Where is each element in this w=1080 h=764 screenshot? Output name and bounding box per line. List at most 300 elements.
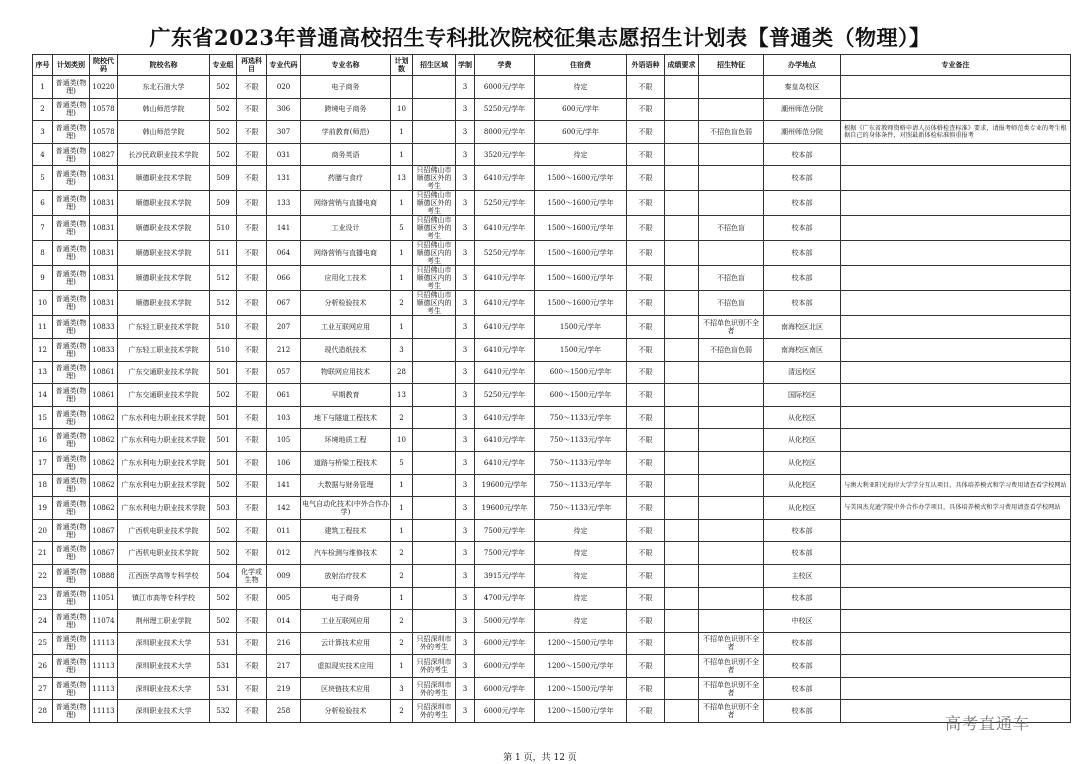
table-cell: 1 (391, 474, 413, 497)
table-cell (841, 338, 1071, 361)
table-cell (699, 241, 764, 266)
table-cell: 普通类(物理) (53, 564, 90, 587)
table-cell: 1 (391, 191, 413, 216)
table-row (33, 338, 1071, 361)
table-cell: 18 (33, 474, 53, 497)
table-cell: 3 (456, 700, 475, 723)
table-cell (699, 564, 764, 587)
table-cell: 只招佛山市顺德区内的考生 (413, 266, 456, 291)
table-row (33, 700, 1071, 723)
table-row (33, 632, 1071, 655)
table-body (33, 76, 1071, 723)
table-cell: 普通类(物理) (53, 655, 90, 678)
table-cell: 600元/学年 (535, 98, 627, 121)
table-cell: 10831 (90, 216, 118, 241)
table-cell: 1500～1600元/学年 (535, 266, 627, 291)
table-cell: 3 (456, 474, 475, 497)
table-cell: 与澳大利亚阳光海岸大学学分互认项目，具体培养模式和学习费用请查看学校网站 (841, 474, 1071, 497)
table-cell: 10220 (90, 76, 118, 99)
table-cell: 不招色盲色弱 (699, 121, 764, 144)
table-cell (699, 497, 764, 520)
table-cell: 从化校区 (764, 474, 841, 497)
table-cell (841, 191, 1071, 216)
table-cell: 普通类(物理) (53, 587, 90, 610)
table-cell: 地下与隧道工程技术 (301, 406, 391, 429)
table-row (33, 76, 1071, 99)
table-cell: 待定 (535, 610, 627, 633)
table-cell: 1 (391, 266, 413, 291)
table-cell: 不限 (237, 98, 267, 121)
table-cell: 10578 (90, 121, 118, 144)
table-cell: 009 (267, 564, 301, 587)
table-cell: 不限 (237, 266, 267, 291)
table-cell: 10888 (90, 564, 118, 587)
table-cell (665, 474, 699, 497)
table-cell (665, 497, 699, 520)
table-cell (841, 610, 1071, 633)
table-cell (841, 542, 1071, 565)
table-cell: 校本部 (764, 291, 841, 316)
table-cell: 6000元/学年 (475, 655, 535, 678)
table-cell: 531 (210, 677, 237, 700)
table-cell: 不限 (627, 216, 665, 241)
table-cell (665, 121, 699, 144)
table-cell: 电气自动化技术(中外合作办学) (301, 497, 391, 520)
table-cell (699, 361, 764, 384)
table-cell: 1500～1600元/学年 (535, 216, 627, 241)
table-cell: 503 (210, 497, 237, 520)
table-cell: 只招佛山市顺德区外的考生 (413, 191, 456, 216)
column-header: 住宿费 (535, 55, 627, 76)
table-cell (665, 655, 699, 678)
table-cell: 不限 (237, 519, 267, 542)
table-cell (841, 632, 1071, 655)
table-cell: 502 (210, 143, 237, 166)
table-cell: 韩山师范学院 (118, 98, 210, 121)
table-cell: 与美国杰克逊学院中外合作办学项目，具体培养模式和学习费用请查看学校网站 (841, 497, 1071, 520)
table-row (33, 542, 1071, 565)
table-cell: 19 (33, 497, 53, 520)
table-cell: 3520元/学年 (475, 143, 535, 166)
table-cell: 深圳职业技术大学 (118, 632, 210, 655)
table-cell (665, 384, 699, 407)
table-cell: 012 (267, 542, 301, 565)
table-cell: 3 (456, 429, 475, 452)
table-cell: 750～1133元/学年 (535, 429, 627, 452)
table-cell: 普通类(物理) (53, 316, 90, 339)
table-cell: 2 (391, 291, 413, 316)
table-cell: 不限 (627, 497, 665, 520)
table-cell: 2 (391, 610, 413, 633)
table-cell (841, 564, 1071, 587)
table-cell: 校本部 (764, 655, 841, 678)
table-cell: 韩山师范学院 (118, 121, 210, 144)
table-cell (841, 587, 1071, 610)
table-cell: 141 (267, 216, 301, 241)
table-cell: 普通类(物理) (53, 166, 90, 191)
table-cell (413, 406, 456, 429)
table-cell: 502 (210, 542, 237, 565)
table-cell: 不限 (627, 266, 665, 291)
table-cell: 待定 (535, 564, 627, 587)
table-cell: 区块链技术应用 (301, 677, 391, 700)
table-row (33, 166, 1071, 191)
table-cell: 电子商务 (301, 76, 391, 99)
table-cell: 不限 (237, 291, 267, 316)
table-cell: 6410元/学年 (475, 216, 535, 241)
table-cell: 4700元/学年 (475, 587, 535, 610)
table-cell (665, 338, 699, 361)
table-cell: 067 (267, 291, 301, 316)
table-cell: 3 (456, 587, 475, 610)
table-cell: 江西医学高等专科学校 (118, 564, 210, 587)
table-cell: 从化校区 (764, 406, 841, 429)
table-row (33, 451, 1071, 474)
table-cell: 057 (267, 361, 301, 384)
table-cell (699, 406, 764, 429)
table-cell: 不招单色识别不全者 (699, 700, 764, 723)
table-cell: 306 (267, 98, 301, 121)
table-cell: 只招深圳市外的考生 (413, 632, 456, 655)
table-cell: 26 (33, 655, 53, 678)
table-cell: 校本部 (764, 519, 841, 542)
table-cell: 3 (456, 384, 475, 407)
table-cell: 14 (33, 384, 53, 407)
table-cell: 10831 (90, 241, 118, 266)
table-cell: 6410元/学年 (475, 361, 535, 384)
table-cell: 510 (210, 338, 237, 361)
table-cell: 物联网应用技术 (301, 361, 391, 384)
table-cell: 133 (267, 191, 301, 216)
table-cell: 511 (210, 241, 237, 266)
table-cell: 不限 (627, 610, 665, 633)
table-cell: 不限 (237, 241, 267, 266)
table-cell: 6000元/学年 (475, 700, 535, 723)
table-cell: 531 (210, 632, 237, 655)
table-cell: 10833 (90, 338, 118, 361)
table-cell: 5250元/学年 (475, 98, 535, 121)
table-row (33, 291, 1071, 316)
table-cell: 28 (391, 361, 413, 384)
table-cell: 216 (267, 632, 301, 655)
table-cell (699, 384, 764, 407)
table-cell (665, 191, 699, 216)
table-cell: 005 (267, 587, 301, 610)
table-cell: 501 (210, 451, 237, 474)
table-cell: 6000元/学年 (475, 632, 535, 655)
table-cell: 3 (456, 542, 475, 565)
table-cell: 校本部 (764, 542, 841, 565)
column-header: 外语语种 (627, 55, 665, 76)
table-cell: 11113 (90, 632, 118, 655)
table-cell: 19600元/学年 (475, 497, 535, 520)
table-cell (413, 587, 456, 610)
table-cell (665, 216, 699, 241)
table-cell: 待定 (535, 587, 627, 610)
table-cell: 11 (33, 316, 53, 339)
table-cell: 普通类(物理) (53, 121, 90, 144)
table-cell (665, 241, 699, 266)
table-cell: 校本部 (764, 216, 841, 241)
table-cell (841, 166, 1071, 191)
table-cell: 普通类(物理) (53, 216, 90, 241)
table-cell: 3 (456, 564, 475, 587)
table-cell: 不限 (237, 474, 267, 497)
table-cell: 普通类(物理) (53, 98, 90, 121)
table-cell: 031 (267, 143, 301, 166)
table-cell: 不限 (237, 191, 267, 216)
table-cell: 28 (33, 700, 53, 723)
table-cell: 只招佛山市顺德区内的考生 (413, 291, 456, 316)
table-cell: 普通类(物理) (53, 474, 90, 497)
table-row (33, 191, 1071, 216)
table-cell: 虚拟现实技术应用 (301, 655, 391, 678)
table-cell: 不限 (237, 76, 267, 99)
table-cell: 17 (33, 451, 53, 474)
table-cell: 3 (456, 497, 475, 520)
table-cell: 3 (391, 338, 413, 361)
table-cell: 主校区 (764, 564, 841, 587)
table-cell: 不限 (627, 166, 665, 191)
table-cell: 不限 (237, 166, 267, 191)
table-cell: 219 (267, 677, 301, 700)
table-cell: 根据《广东省教师资格申请人员体格检查标准》要求，请报考师范类专业的考生根据自己的身体条件，对照最新体检标准慎重报考 (841, 121, 1071, 144)
table-cell (665, 564, 699, 587)
column-header: 院校代码 (90, 55, 118, 76)
table-cell: 3 (456, 191, 475, 216)
table-cell: 不限 (627, 655, 665, 678)
column-header: 办学地点 (764, 55, 841, 76)
table-row (33, 216, 1071, 241)
table-cell: 普通类(物理) (53, 76, 90, 99)
table-cell (841, 429, 1071, 452)
table-cell: 药膳与食疗 (301, 166, 391, 191)
table-cell: 不限 (627, 121, 665, 144)
table-cell (841, 677, 1071, 700)
table-cell: 不限 (237, 406, 267, 429)
table-cell: 不招单色识别不全者 (699, 655, 764, 678)
table-cell: 不限 (237, 338, 267, 361)
table-cell (413, 361, 456, 384)
table-cell: 化学或生物 (237, 564, 267, 587)
table-cell: 3 (456, 677, 475, 700)
table-cell: 11113 (90, 655, 118, 678)
table-cell: 6410元/学年 (475, 316, 535, 339)
table-cell: 不限 (237, 632, 267, 655)
table-cell: 普通类(物理) (53, 361, 90, 384)
table-cell (699, 166, 764, 191)
table-cell: 504 (210, 564, 237, 587)
table-cell: 25 (33, 632, 53, 655)
table-cell: 6410元/学年 (475, 429, 535, 452)
table-cell: 顺德职业技术学院 (118, 291, 210, 316)
table-cell: 广西机电职业技术学院 (118, 519, 210, 542)
table-cell (413, 384, 456, 407)
table-cell: 5 (33, 166, 53, 191)
table-cell: 502 (210, 519, 237, 542)
table-cell: 普通类(物理) (53, 497, 90, 520)
table-cell: 不限 (627, 291, 665, 316)
table-cell: 3 (456, 241, 475, 266)
table-cell (699, 451, 764, 474)
table-cell: 南海校区南区 (764, 338, 841, 361)
table-cell (841, 519, 1071, 542)
table-cell: 5 (391, 451, 413, 474)
table-cell: 南海校区北区 (764, 316, 841, 339)
table-cell: 顺德职业技术学院 (118, 191, 210, 216)
table-cell: 广西机电职业技术学院 (118, 542, 210, 565)
table-cell: 1200～1500元/学年 (535, 700, 627, 723)
table-cell: 1200～1500元/学年 (535, 655, 627, 678)
table-cell: 不限 (237, 316, 267, 339)
table-cell: 307 (267, 121, 301, 144)
table-cell: 工业设计 (301, 216, 391, 241)
column-header: 学制 (456, 55, 475, 76)
table-cell: 不限 (237, 587, 267, 610)
table-cell: 不限 (237, 384, 267, 407)
table-cell: 校本部 (764, 700, 841, 723)
table-cell: 2 (391, 700, 413, 723)
table-cell: 不限 (627, 451, 665, 474)
column-header: 计划类别 (53, 55, 90, 76)
table-row (33, 266, 1071, 291)
table-cell: 广东交通职业技术学院 (118, 384, 210, 407)
table-cell: 广东水利电力职业技术学院 (118, 451, 210, 474)
table-cell: 1500元/学年 (535, 338, 627, 361)
table-cell (841, 406, 1071, 429)
table-cell: 064 (267, 241, 301, 266)
table-cell: 校本部 (764, 241, 841, 266)
table-cell: 10578 (90, 98, 118, 121)
table-cell: 1 (391, 241, 413, 266)
column-header: 招生区域 (413, 55, 456, 76)
column-header: 成绩要求 (665, 55, 699, 76)
table-cell: 待定 (535, 76, 627, 99)
table-cell: 8 (33, 241, 53, 266)
table-cell: 普通类(物理) (53, 610, 90, 633)
table-cell: 22 (33, 564, 53, 587)
table-cell: 普通类(物理) (53, 191, 90, 216)
column-header: 计划数 (391, 55, 413, 76)
table-cell: 顺德职业技术学院 (118, 241, 210, 266)
table-cell: 1500～1600元/学年 (535, 291, 627, 316)
table-cell: 不限 (237, 429, 267, 452)
table-cell: 早期教育 (301, 384, 391, 407)
table-cell: 750～1133元/学年 (535, 451, 627, 474)
page-number: 第 1 页，共 12 页 (503, 753, 577, 763)
table-cell: 校本部 (764, 677, 841, 700)
table-cell: 1500～1600元/学年 (535, 191, 627, 216)
table-cell (841, 266, 1071, 291)
table-cell: 3 (456, 98, 475, 121)
table-cell: 普通类(物理) (53, 266, 90, 291)
table-cell: 23 (33, 587, 53, 610)
table-cell: 云计算技术应用 (301, 632, 391, 655)
table-row (33, 610, 1071, 633)
table-cell: 11113 (90, 677, 118, 700)
table-cell: 600～1500元/学年 (535, 384, 627, 407)
table-cell (699, 98, 764, 121)
table-cell: 13 (33, 361, 53, 384)
table-cell: 3 (456, 610, 475, 633)
table-cell: 不限 (237, 610, 267, 633)
column-header: 序号 (33, 55, 53, 76)
table-cell: 广东水利电力职业技术学院 (118, 406, 210, 429)
table-cell: 103 (267, 406, 301, 429)
table-cell: 1 (391, 655, 413, 678)
table-cell: 2 (391, 406, 413, 429)
table-cell: 106 (267, 451, 301, 474)
table-cell: 不限 (627, 338, 665, 361)
table-cell: 7500元/学年 (475, 519, 535, 542)
table-cell (841, 316, 1071, 339)
table-cell (699, 587, 764, 610)
table-cell (665, 76, 699, 99)
table-cell: 9 (33, 266, 53, 291)
table-cell: 3 (456, 266, 475, 291)
table-cell: 不限 (627, 587, 665, 610)
table-cell: 不限 (627, 143, 665, 166)
table-cell: 10862 (90, 451, 118, 474)
table-row (33, 121, 1071, 144)
table-cell (413, 76, 456, 99)
table-cell: 学前教育(师范) (301, 121, 391, 144)
table-cell: 不招色盲 (699, 291, 764, 316)
table-cell (665, 143, 699, 166)
table-cell: 6 (33, 191, 53, 216)
table-cell: 广东水利电力职业技术学院 (118, 497, 210, 520)
table-cell: 放射治疗技术 (301, 564, 391, 587)
table-cell: 顺德职业技术学院 (118, 166, 210, 191)
table-row (33, 384, 1071, 407)
table-cell: 12 (33, 338, 53, 361)
table-cell (413, 98, 456, 121)
watermark: 高考直通车 (945, 714, 1031, 733)
table-cell: 11074 (90, 610, 118, 633)
table-cell (665, 451, 699, 474)
table-cell: 普通类(物理) (53, 338, 90, 361)
table-cell: 600元/学年 (535, 121, 627, 144)
table-cell: 10861 (90, 361, 118, 384)
table-cell: 大数据与财务管理 (301, 474, 391, 497)
table-cell: 秦皇岛校区 (764, 76, 841, 99)
column-header: 再选科目 (237, 55, 267, 76)
table-cell: 532 (210, 700, 237, 723)
table-cell: 6410元/学年 (475, 166, 535, 191)
table-cell (841, 241, 1071, 266)
table-cell: 顺德职业技术学院 (118, 266, 210, 291)
table-cell: 校本部 (764, 166, 841, 191)
table-cell (841, 655, 1071, 678)
column-header: 专业组 (210, 55, 237, 76)
table-cell (665, 700, 699, 723)
table-cell: 汽车检测与维修技术 (301, 542, 391, 565)
table-cell: 工业互联网应用 (301, 316, 391, 339)
table-cell: 10827 (90, 143, 118, 166)
table-cell: 1500元/学年 (535, 316, 627, 339)
table-cell (841, 361, 1071, 384)
table-cell: 校本部 (764, 632, 841, 655)
table-cell: 3 (456, 632, 475, 655)
table-cell: 广东轻工职业技术学院 (118, 338, 210, 361)
table-cell: 普通类(物理) (53, 542, 90, 565)
table-cell: 普通类(物理) (53, 632, 90, 655)
table-cell: 6410元/学年 (475, 291, 535, 316)
table-cell: 不限 (237, 121, 267, 144)
table-cell: 014 (267, 610, 301, 633)
table-cell: 2 (391, 632, 413, 655)
table-cell: 10861 (90, 384, 118, 407)
